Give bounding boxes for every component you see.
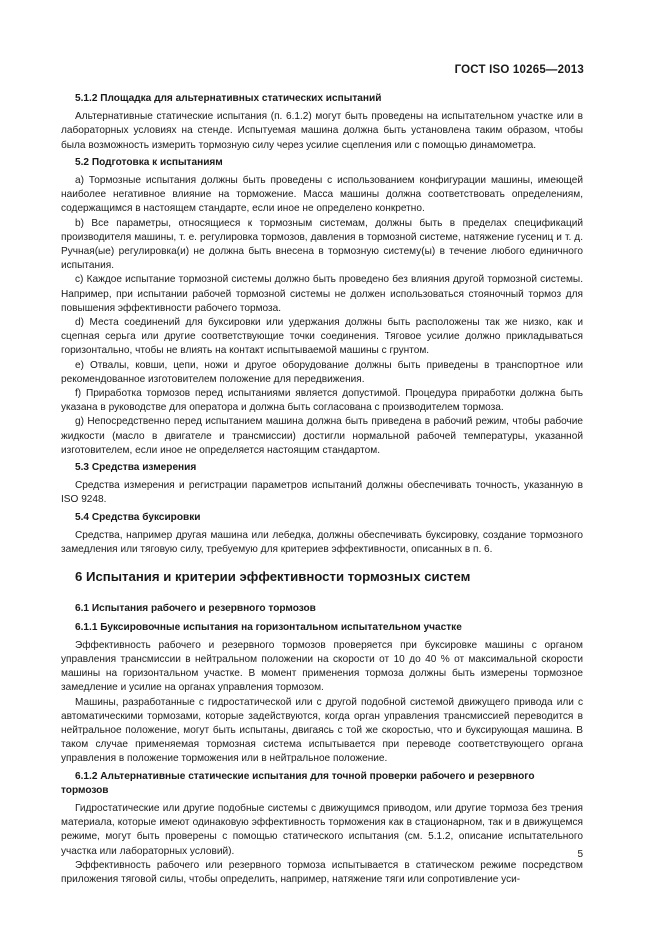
heading-5-4: 5.4 Средства буксировки (75, 511, 201, 523)
paragraph: Машины, разработанные с гидростатической или с другой подобной системой движущего привода или с автоматическими тормозами, которые задействуются, когда орган управления трансмиссией переводится в нейтральное положение, могут быть испытаны, двигаясь с той же скоростью, что и буксирующая машина. В таком случае применяемая тормозная система испытывается при переводе соответствующего органа управления в положение торможения или в нейтральное положение. (61, 696, 583, 765)
heading-5-2: 5.2 Подготовка к испытаниям (75, 156, 223, 168)
paragraph: Средства измерения и регистрации параметров испытаний должны обеспечивать точность, указанную в ISO 9248. (61, 480, 583, 506)
list-item-f: f) Приработка тормозов перед испытаниями является допустимой. Процедура приработки должна быть указана в руководстве для оператора и должна быть согласована с производителем тормоза. (61, 388, 583, 414)
list-item-e: е) Отвалы, ковши, цепи, ножи и другое оборудование должны быть приведены в транспортное или рекомендованное изготовителем положение для передвижения. (61, 359, 583, 385)
heading-5-1-2: 5.1.2 Площадка для альтернативных статических испытаний (75, 93, 382, 104)
paragraph: Средства, например другая машина или лебедка, должны обеспечивать буксировку, создание тормозного замедления или тяговую силу, требуемую для критериев эффективности, описанных в п. 6. (61, 529, 583, 556)
paragraph: Эффективность рабочего или резервного тормоза испытывается в статическом режиме посредством приложения тяговой силы, чтобы определить, например, натяжение тяги или сопротивление уси- (61, 859, 583, 885)
list-item-d: d) Места соединений для буксировки или удержания должны быть расположены так же низко, как и сцепная серьга или другие соответствующие точки соединения. Тяговое усилие должно прикладываться горизонтально, чтобы не влиять на контакт испытываемой машины с грунтом. (61, 317, 583, 357)
page-number: 5 (577, 849, 583, 860)
heading-section-6: 6 Испытания и критерии эффективности тормозных систем (75, 569, 471, 585)
heading-6-1: 6.1 Испытания рабочего и резервного тормозов (75, 603, 316, 615)
heading-6-1-1: 6.1.1 Буксировочные испытания на горизонтальном испытательном участке (75, 621, 462, 633)
document-header: ГОСТ ISO 10265—2013 (454, 64, 584, 76)
list-item-g: g) Непосредственно перед испытанием машина должна быть приведена в рабочий режим, чтобы рабочие жидкости (масло в двигателе и трансмиссии) достигли нормальной рабочей температуры, указанной изготовителем, если иное не определяется настоящим стандартом. (61, 416, 583, 456)
heading-5-3: 5.3 Средства измерения (75, 462, 197, 474)
list-item-c: с) Каждое испытание тормозной системы должно быть проведено без влияния другой тормозной системы. Например, при испытании рабочей тормозной системы не должен использоваться стояночный тормоз для повышения эффективности рабочего тормоза. (61, 274, 583, 314)
paragraph: Альтернативные статические испытания (п. 6.1.2) могут быть проведены на испытательном участке или в лабораторных условиях на стенде. Испытуемая машина должна быть установлена таким образом, чтобы была возможность измерить тормозную силу через усилие сцепления или с помощью динамометра. (61, 111, 583, 151)
paragraph: Гидростатические или другие подобные системы с движущимся приводом, или другие тормоза без трения материала, которые имеют одинаковую эффективность торможения как в стационарном, так и в движущемся режиме, могут быть проверены с помощью статического испытания (см. 5.1.2, описание испытательного участка или лабораторных условий). (61, 802, 583, 857)
list-item-b: b) Все параметры, относящиеся к тормозным системам, должны быть в пределах спецификаций производителя машины, т. е. регулировка тормозов, давления в тормозной системе, натяжение гусениц и т. д. Ручная(ые) регулировка(и) не должна быть внесена в тормозную систему(ы) в течение любого единичного испытания. (61, 217, 583, 272)
list-item-a: а) Тормозные испытания должны быть проведены с использованием конфигурации машины, имеющей наиболее негативное влияние на торможение. Масса машины должна соответствовать определениям, содержащимся в настоящем стандарте, если иное не определено конкретно. (61, 175, 583, 215)
heading-6-1-2: 6.1.2 Альтернативные статические испытания для точной проверки рабочего и резервного тормозов (61, 770, 535, 796)
paragraph: Эффективность рабочего и резервного тормозов проверяется при буксировке машины с органом управления трансмиссии в нейтральном положении на скорости от 10 до 40 % от максимальной скорости машины на горизонтальном участке. В момент применения тормоза должны быть измерены тормозное замедление и усилие на органах управления тормозом. (61, 639, 583, 694)
page-content (61, 92, 583, 887)
